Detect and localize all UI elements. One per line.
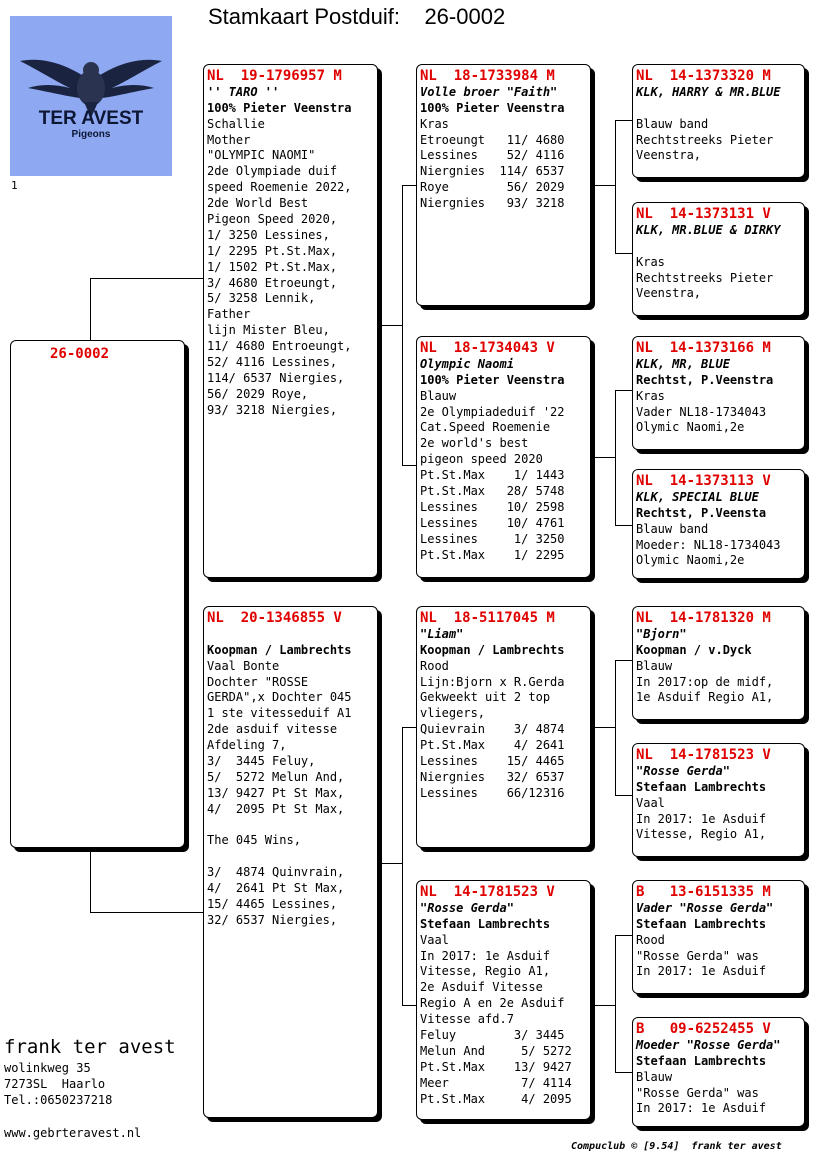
pigeon-name: Vader "Rosse Gerda" xyxy=(636,900,774,915)
info-line: Feluy 3/ 3445 xyxy=(420,1028,565,1043)
info-line: Lessines 52/ 4116 xyxy=(420,148,565,163)
ring-number: NL 14-1373131 V xyxy=(636,206,771,222)
info-line: 1/ 1502 Pt.St.Max, xyxy=(207,259,338,274)
breeder-name xyxy=(636,239,804,255)
info-line: 93/ 3218 Niergies, xyxy=(207,402,338,417)
info-line: 4/ 2095 Pt St Max, xyxy=(207,801,345,816)
connector xyxy=(90,278,91,340)
info-line: Pt.St.Max 1/ 2295 xyxy=(420,547,565,562)
pigeon-name: "Rosse Gerda" xyxy=(420,900,514,915)
page-number: 1 xyxy=(11,179,18,192)
info-line: In 2017: 1e Asduif xyxy=(636,811,767,826)
connector xyxy=(615,1072,632,1073)
breeder-name: Rechtst, P.Veenstra xyxy=(636,372,774,387)
ring-number: NL 20-1346855 V xyxy=(207,610,342,626)
info-line: Niergnies 114/ 6537 xyxy=(420,164,565,179)
info-line: Blauw xyxy=(420,388,457,403)
info-line: Vaal Bonte xyxy=(207,658,280,673)
connector xyxy=(592,727,615,728)
owner-name: frank ter avest xyxy=(4,1036,176,1058)
info-line: 11/ 4680 Entroeungt, xyxy=(207,339,352,354)
info-line: Lessines 10/ 2598 xyxy=(420,499,565,514)
info-line: 3/ 3445 Feluy, xyxy=(207,754,316,769)
owner-city: 7273SL Haarlo xyxy=(4,1077,106,1091)
info-line: 3/ 4874 Quinvrain, xyxy=(207,865,345,880)
connector xyxy=(615,120,616,253)
info-line: Roye 56/ 2029 xyxy=(420,180,565,195)
info-line: Blauw xyxy=(636,1069,673,1084)
pigeon-name: KLK, MR.BLUE & DIRKY xyxy=(636,222,781,237)
breeder-name xyxy=(636,101,804,117)
breeder-name: Stefaan Lambrechts xyxy=(636,779,767,794)
info-line: 4/ 2641 Pt St Max, xyxy=(207,881,345,896)
info-line: lijn Mister Bleu, xyxy=(207,323,330,338)
info-line: Lessines 15/ 4465 xyxy=(420,754,565,769)
info-line: "Rosse Gerda" was xyxy=(636,948,759,963)
pigeon-name: Volle broer "Faith" xyxy=(420,84,558,99)
pigeon-name: "Rosse Gerda" xyxy=(636,763,730,778)
connector xyxy=(615,795,632,796)
info-line: Pt.St.Max 28/ 5748 xyxy=(420,484,565,499)
great-grandparent-card[interactable] xyxy=(632,606,805,720)
connector xyxy=(592,1005,615,1006)
great-grandparent-card[interactable] xyxy=(632,336,805,450)
info-line: The 045 Wins, xyxy=(207,833,301,848)
info-line: Pt.St.Max 4/ 2095 xyxy=(420,1091,572,1106)
info-line: Afdeling 7, xyxy=(207,738,287,753)
father-card[interactable] xyxy=(203,64,378,578)
info-line: Lessines 10/ 4761 xyxy=(420,515,565,530)
info-line: Father xyxy=(207,307,251,322)
great-grandparent-card[interactable] xyxy=(632,1017,805,1127)
info-line: Etroeungt 11/ 4680 xyxy=(420,132,565,147)
root-ring-number: 26-0002 xyxy=(50,346,110,362)
info-line: Vaal xyxy=(420,932,449,947)
software-credit: Compuclub © [9.54] frank ter avest xyxy=(571,1141,782,1152)
info-line: Niergnies 93/ 3218 xyxy=(420,196,565,211)
connector xyxy=(615,935,632,936)
info-line: 1 ste vitesseduif A1 xyxy=(207,706,352,721)
ring-number: NL 19-1796957 M xyxy=(207,68,342,84)
logo-sub: Pigeons xyxy=(71,129,111,140)
info-line: pigeon speed 2020 xyxy=(420,452,543,467)
info-line: Lijn:Bjorn x R.Gerda xyxy=(420,674,565,689)
info-line: Dochter "ROSSE xyxy=(207,674,309,689)
info-line: Kras xyxy=(636,254,665,269)
maternal-grandfather-card[interactable] xyxy=(416,606,591,848)
root-pigeon-card[interactable] xyxy=(10,340,185,848)
connector xyxy=(592,457,615,458)
info-line: "OLYMPIC NAOMI" xyxy=(207,148,316,163)
connector xyxy=(615,935,616,1072)
great-grandparent-card[interactable] xyxy=(632,743,805,857)
connector xyxy=(90,278,203,279)
ring-number: B 13-6151335 M xyxy=(636,884,771,900)
info-line: Vitesse afd.7 xyxy=(420,1012,514,1027)
breeder-name: 100% Pieter Veenstra xyxy=(420,100,565,115)
ter-avest-logo xyxy=(10,16,172,176)
pigeon-name: Moeder "Rosse Gerda" xyxy=(636,1037,781,1052)
paternal-grandmother-card[interactable] xyxy=(416,336,591,578)
info-line: Vitesse, Regio A1, xyxy=(636,827,767,842)
info-line: Pt.St.Max 13/ 9427 xyxy=(420,1059,572,1074)
info-line: Niergnies 32/ 6537 xyxy=(420,769,565,784)
info-line: Pt.St.Max 4/ 2641 xyxy=(420,738,565,753)
connector xyxy=(402,465,417,466)
connector xyxy=(90,912,203,913)
maternal-grandmother-card[interactable] xyxy=(416,880,591,1120)
owner-website[interactable]: www.gebrteravest.nl xyxy=(4,1126,142,1140)
mother-card[interactable] xyxy=(203,606,378,1118)
info-line: Blauw band xyxy=(636,521,709,536)
connector xyxy=(615,525,632,526)
info-line: 5/ 3258 Lennik, xyxy=(207,291,316,306)
connector xyxy=(402,727,417,728)
info-line: 2de Olympiade duif xyxy=(207,164,338,179)
ring-number: NL 14-1373113 V xyxy=(636,473,771,489)
info-line: 2de asduif vitesse xyxy=(207,722,338,737)
info-line: Pigeon Speed 2020, xyxy=(207,212,338,227)
paternal-grandfather-card[interactable] xyxy=(416,64,591,306)
info-line: 2e Asduif Vitesse xyxy=(420,980,543,995)
info-line: "Rosse Gerda" was xyxy=(636,1085,759,1100)
info-line: Blauw xyxy=(636,658,673,673)
ring-number: B 09-6252455 V xyxy=(636,1021,771,1037)
breeder-name: Koopman / Lambrechts xyxy=(207,642,352,657)
info-line: Rechtstreeks Pieter xyxy=(636,270,774,285)
pigeon-name: KLK, SPECIAL BLUE xyxy=(636,489,759,504)
great-grandparent-card[interactable] xyxy=(632,202,805,316)
info-line: Rood xyxy=(636,932,665,947)
info-line: In 2017:op de midf, xyxy=(636,674,774,689)
pigeon-name: KLK, HARRY & MR.BLUE xyxy=(636,84,781,99)
info-line: Blauw band xyxy=(636,116,709,131)
info-line: In 2017: 1e Asduif xyxy=(636,1101,767,1116)
ring-number: NL 18-1733984 M xyxy=(420,68,555,84)
pigeon-name: "Bjorn" xyxy=(636,626,687,641)
info-line: Veenstra, xyxy=(636,286,702,301)
ring-number: NL 14-1373320 M xyxy=(636,68,771,84)
breeder-name: 100% Pieter Veenstra xyxy=(207,100,352,115)
pigeon-name: Olympic Naomi xyxy=(420,356,514,371)
logo-brand: TER AVEST xyxy=(38,108,144,129)
info-line: Melun And 5/ 5272 xyxy=(420,1043,572,1058)
breeder-name: Stefaan Lambrechts xyxy=(420,916,551,931)
connector xyxy=(615,390,616,525)
title-label: Stamkaart Postduif: xyxy=(208,4,400,29)
info-line: Lessines 66/12316 xyxy=(420,785,565,800)
info-line: 56/ 2029 Roye, xyxy=(207,386,309,401)
connector xyxy=(402,1005,417,1006)
info-line: Vader NL18-1734043 xyxy=(636,404,767,419)
info-line: 32/ 6537 Niergies, xyxy=(207,912,338,927)
connector xyxy=(615,120,632,121)
ring-number: NL 14-1781320 M xyxy=(636,610,771,626)
info-line: 52/ 4116 Lessines, xyxy=(207,355,338,370)
info-line: Olymic Naomi,2e xyxy=(636,420,745,435)
info-line: 5/ 5272 Melun And, xyxy=(207,769,345,784)
info-line: Pt.St.Max 1/ 1443 xyxy=(420,468,565,483)
great-grandparent-card[interactable] xyxy=(632,64,805,178)
ring-number: NL 14-1781523 V xyxy=(636,747,771,763)
pigeon-name: '' TARO '' xyxy=(207,84,280,99)
info-line: Olymic Naomi,2e xyxy=(636,553,745,568)
info-line xyxy=(207,849,377,865)
info-line: GERDA",x Dochter 045 xyxy=(207,690,352,705)
connector xyxy=(90,847,91,912)
connector xyxy=(615,660,616,795)
info-line: Vitesse, Regio A1, xyxy=(420,964,551,979)
page-title xyxy=(208,4,505,30)
info-line: Kras xyxy=(420,116,449,131)
connector xyxy=(402,727,403,1005)
info-line: 1e Asduif Regio A1, xyxy=(636,690,774,705)
info-line: Regio A en 2e Asduif xyxy=(420,996,565,1011)
connector xyxy=(379,863,402,864)
info-line: 2de World Best xyxy=(207,196,309,211)
ring-number: NL 18-5117045 M xyxy=(420,610,555,626)
pigeon-name: "Liam" xyxy=(420,626,464,641)
connector xyxy=(615,660,632,661)
breeder-name: Stefaan Lambrechts xyxy=(636,1053,767,1068)
great-grandparent-card[interactable] xyxy=(632,469,805,579)
info-line: Gekweekt uit 2 top xyxy=(420,690,551,705)
info-line: Lessines 1/ 3250 xyxy=(420,531,565,546)
info-line: In 2017: 1e Asduif xyxy=(420,948,551,963)
ring-number: NL 14-1781523 V xyxy=(420,884,555,900)
breeder-name: Koopman / v.Dyck xyxy=(636,642,752,657)
info-line: Rechtstreeks Pieter xyxy=(636,132,774,147)
info-line: Mother xyxy=(207,132,251,147)
info-line: Schallie xyxy=(207,116,265,131)
info-line: Meer 7/ 4114 xyxy=(420,1075,572,1090)
breeder-name: 100% Pieter Veenstra xyxy=(420,372,565,387)
info-line: speed Roemenie 2022, xyxy=(207,180,352,195)
info-line: 3/ 4680 Etroeungt, xyxy=(207,275,338,290)
connector xyxy=(592,185,615,186)
info-line xyxy=(207,818,377,834)
info-line: 15/ 4465 Lessines, xyxy=(207,897,338,912)
connector xyxy=(615,390,632,391)
info-line: Rood xyxy=(420,658,449,673)
info-line: Vaal xyxy=(636,795,665,810)
ring-number: NL 14-1373166 M xyxy=(636,340,771,356)
info-line: Kras xyxy=(636,388,665,403)
info-line: 1/ 2295 Pt.St.Max, xyxy=(207,243,338,258)
ring-number: NL 18-1734043 V xyxy=(420,340,555,356)
owner-street: wolinkweg 35 xyxy=(4,1061,91,1075)
info-line: Cat.Speed Roemenie xyxy=(420,420,551,435)
connector xyxy=(402,185,403,465)
pigeon-name xyxy=(207,627,377,643)
info-line: Moeder: NL18-1734043 xyxy=(636,537,781,552)
info-line: 1/ 3250 Lessines, xyxy=(207,227,330,242)
breeder-name: Rechtst, P.Veensta xyxy=(636,505,767,520)
info-line: Veenstra, xyxy=(636,148,702,163)
great-grandparent-card[interactable] xyxy=(632,880,805,994)
title-ring: 26-0002 xyxy=(424,4,506,29)
breeder-name: Stefaan Lambrechts xyxy=(636,916,767,931)
info-line: 2e world's best xyxy=(420,436,529,451)
connector xyxy=(379,325,402,326)
connector xyxy=(615,253,632,254)
owner-phone: Tel.:0650237218 xyxy=(4,1093,113,1107)
info-line: 114/ 6537 Niergies, xyxy=(207,370,345,385)
info-line: 13/ 9427 Pt St Max, xyxy=(207,785,345,800)
info-line: vliegers, xyxy=(420,706,486,721)
info-line: 2e Olympiadeduif '22 xyxy=(420,404,565,419)
info-line: In 2017: 1e Asduif xyxy=(636,964,767,979)
breeder-name: Koopman / Lambrechts xyxy=(420,642,565,657)
connector xyxy=(402,185,417,186)
info-line: Quievrain 3/ 4874 xyxy=(420,722,565,737)
pigeon-name: KLK, MR, BLUE xyxy=(636,356,730,371)
